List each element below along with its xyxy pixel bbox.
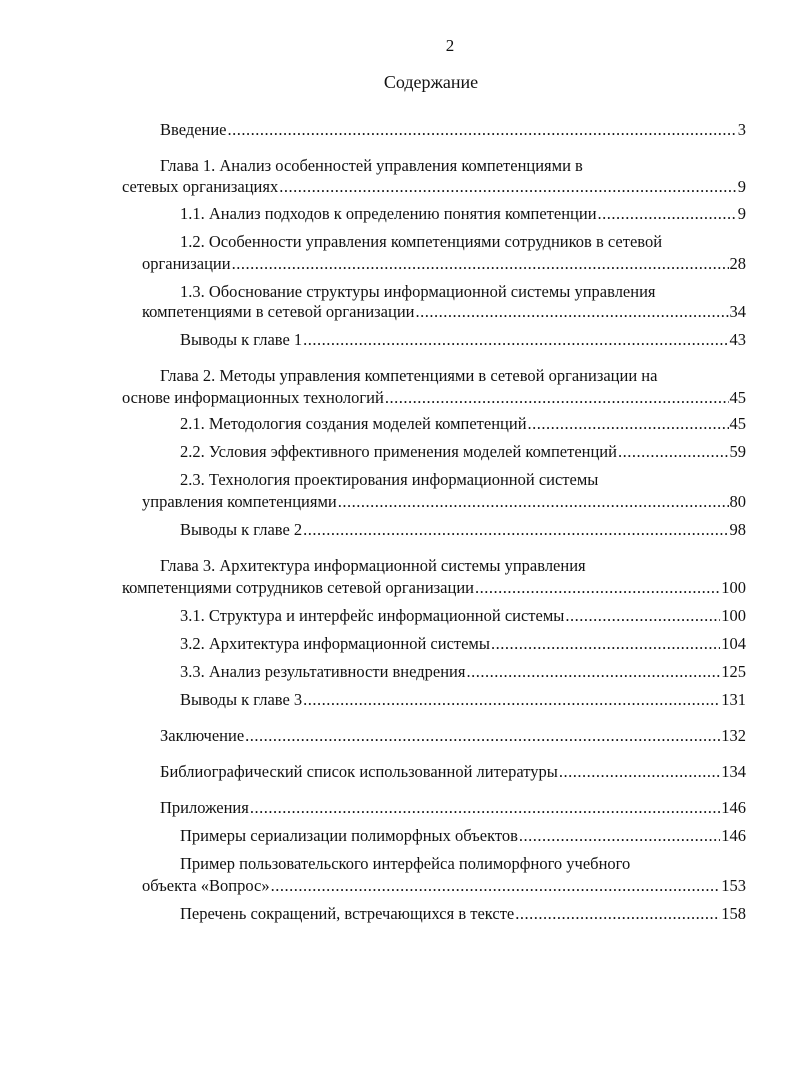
toc-section-1-3-title: 1.3. Обоснование структуры информационной системы управления — [180, 282, 656, 301]
toc-leader — [245, 726, 720, 746]
toc-entry-conclusion-2 — [180, 520, 746, 540]
toc-label: сетевых организациях — [122, 177, 279, 196]
toc-entry-appendix-3 — [180, 904, 746, 924]
toc-page: 100 — [721, 578, 746, 597]
toc-page: 132 — [721, 726, 746, 745]
toc-section-1-2-title: 1.2. Особенности управления компетенциями сотрудников в сетевой — [180, 232, 663, 251]
toc-entry-1-2 — [142, 254, 746, 274]
toc-entry-chapter-3 — [122, 578, 746, 598]
toc-page: 134 — [721, 762, 746, 781]
toc-label: Введение — [160, 120, 227, 139]
toc-page: 45 — [729, 414, 746, 433]
toc-label: 1.1. Анализ подходов к определению понятия компетенции — [180, 204, 597, 223]
toc-entry-appendix-2 — [142, 876, 746, 896]
toc-label: Примеры сериализации полиморфных объектов — [180, 826, 518, 845]
toc-entry-3-2 — [180, 634, 746, 654]
toc-entry-2-1 — [180, 414, 746, 434]
toc-label: Выводы к главе 1 — [180, 330, 303, 349]
toc-entry-conclusion-3 — [180, 690, 746, 710]
toc-page: 59 — [729, 442, 746, 461]
toc-leader — [475, 578, 720, 598]
toc-chapter-3-title: Глава 3. Архитектура информационной системы управления — [160, 556, 586, 575]
toc-label: управления компетенциями — [142, 492, 337, 511]
toc-entry-2-3 — [142, 492, 746, 512]
toc-page: 9 — [737, 204, 746, 223]
toc-entry-chapter-2 — [122, 388, 746, 408]
toc-entry-bibliography — [160, 762, 746, 782]
toc-leader — [228, 120, 737, 140]
toc-page: 100 — [721, 606, 746, 625]
toc-label: Библиографический список использованной литературы — [160, 762, 558, 781]
toc-page: 34 — [729, 302, 746, 321]
toc-leader — [528, 414, 729, 434]
toc-label: компетенциями сотрудников сетевой организации — [122, 578, 474, 597]
toc-entry-appendix-1 — [180, 826, 746, 846]
toc-label: Приложения — [160, 798, 249, 817]
toc-section-2-3-title: 2.3. Технология проектирования информационной системы — [180, 470, 599, 489]
toc-page: 98 — [729, 520, 746, 539]
toc-label: Заключение — [160, 726, 245, 745]
toc-label: компетенциями в сетевой организации — [142, 302, 415, 321]
toc-entry-1-1 — [180, 204, 746, 224]
toc-leader — [303, 520, 728, 540]
toc-leader — [232, 254, 729, 274]
toc-label: Перечень сокращений, встречающихся в тексте — [180, 904, 515, 923]
toc-leader — [618, 442, 729, 462]
toc-page: 43 — [729, 330, 746, 349]
toc-leader — [338, 492, 729, 512]
toc-label: 3.2. Архитектура информационной системы — [180, 634, 490, 653]
toc-entry-2-2 — [180, 442, 746, 462]
toc-label: основе информационных технологий — [122, 388, 384, 407]
toc-leader — [271, 876, 721, 896]
toc-page: 80 — [729, 492, 746, 511]
toc-leader — [466, 662, 720, 682]
toc-leader — [519, 826, 720, 846]
toc-leader — [250, 798, 720, 818]
toc-entry-intro — [160, 120, 746, 140]
toc-entry-appendices — [160, 798, 746, 818]
toc-page: 3 — [737, 120, 746, 139]
toc-entry-final — [160, 726, 746, 746]
toc-label: Выводы к главе 2 — [180, 520, 303, 539]
toc-label: 2.2. Условия эффективного применения моделей компетенций — [180, 442, 617, 461]
toc-leader — [515, 904, 720, 924]
toc-entry-3-1 — [180, 606, 746, 626]
toc-entry-3-3 — [180, 662, 746, 682]
toc-label: 3.3. Анализ результативности внедрения — [180, 662, 466, 681]
toc-entry-1-3 — [142, 302, 746, 322]
toc-chapter-2-title: Глава 2. Методы управления компетенциями в сетевой организации на — [160, 366, 658, 385]
toc-leader — [415, 302, 728, 322]
toc-leader — [491, 634, 720, 654]
toc-chapter-1-title: Глава 1. Анализ особенностей управления компетенциями в — [160, 156, 583, 175]
toc-page: 146 — [721, 798, 746, 817]
toc-label: объекта «Вопрос» — [142, 876, 270, 895]
toc-leader — [303, 330, 728, 350]
toc-page: 45 — [729, 388, 746, 407]
toc-page: 153 — [721, 876, 746, 895]
toc-label: 3.1. Структура и интерфейс информационной системы — [180, 606, 565, 625]
toc-page: 158 — [721, 904, 746, 923]
toc-leader — [279, 177, 737, 197]
toc-page: 125 — [721, 662, 746, 681]
toc-page: 28 — [729, 254, 746, 273]
toc-label: 2.1. Методология создания моделей компетенций — [180, 414, 527, 433]
toc-page: 104 — [721, 634, 746, 653]
toc-label: организации — [142, 254, 231, 273]
toc-page: 146 — [721, 826, 746, 845]
toc-leader — [565, 606, 720, 626]
page-title: Содержание — [383, 72, 479, 92]
toc-entry-conclusion-1 — [180, 330, 746, 350]
toc-leader — [598, 204, 737, 224]
toc-leader — [385, 388, 729, 408]
toc-page: 131 — [721, 690, 746, 709]
toc-label: Выводы к главе 3 — [180, 690, 303, 709]
toc-entry-chapter-1 — [122, 177, 746, 197]
page-number: 2 — [445, 36, 455, 55]
toc-page: 9 — [737, 177, 746, 196]
toc-leader — [303, 690, 720, 710]
toc-leader — [559, 762, 720, 782]
toc-appendix-2-title: Пример пользовательского интерфейса полиморфного учебного — [180, 854, 631, 873]
